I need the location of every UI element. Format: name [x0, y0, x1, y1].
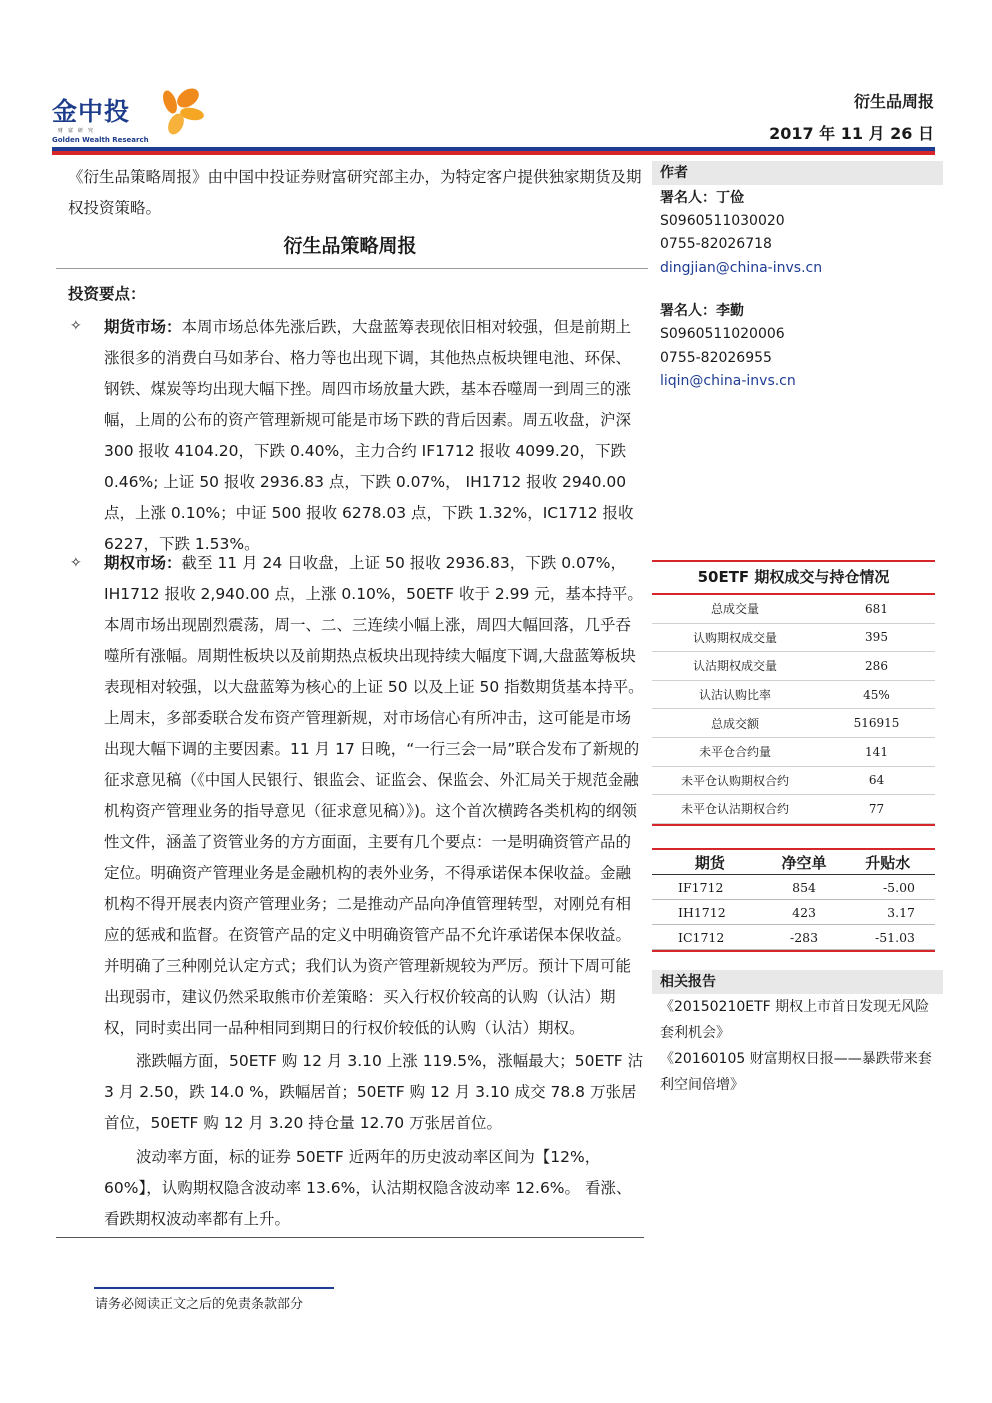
futures-table-body [652, 850, 935, 950]
futures-table [652, 848, 935, 952]
table-row [652, 652, 935, 681]
row-label: 认沽期权成交量 [652, 652, 818, 681]
table-row [652, 737, 935, 766]
logo-text: 金中投 [52, 97, 131, 126]
options-market-text: 截至 11 月 24 日收盘，上证 50 报收 2936.83，下跌 0.07%，IH1712 报收 2,940.00 点，上涨 0.10%，50ETF 收于 2.99 元，基本持平。本周市场出现剧烈震荡，周一、二、三连续小幅上涨，周四大幅回落，几乎吞噬所有涨幅。周期性板块以及前期热点板块出现持续大幅度下调,大盘蓝筹板块表现相对较强，以大盘蓝筹为核心的上证 50 以及上证 50 指数期货基本持平。上周末，多部委联合发布资产管理新规，对市场信心有所冲击，这可能是市场出现大幅下调的主要因素。11 月 17 日晚，“一行三会一局”联合发布了新规的征求意见稿（《中国人民银行、银监会、证监会、保监会、外汇局关于规范金融机构资产管理业务的指导意见（征求意见稿）》)。这个首次横跨各类机构的纲领性文件，涵盖了资管业务的方方面面，主要有几个要点：一是明确资管产品的定位。明确资产管理业务是金融机构的表外业务，不得承诺保本保收益。金融机构不得开展表内资产管理业务；二是推动产品向净值管理转型，对刚兑有相应的惩戒和监督。在资管产品的定义中明确资管产品不允许承诺保本保收益。并明确了三种刚兑认定方式；我们认为资产管理新规较为严厉。预计下周可能出现弱市，建议仍然采取熊市价差策略：买入行权价较高的认购（认沽）期权，同时卖出同一品种相同到期日的行权价较低的认购（认沽）期权。 [104, 554, 644, 1037]
etf-options-table [652, 560, 935, 826]
net-short-cell: 854 [768, 875, 841, 900]
author-cert: S0960511030020 [660, 213, 785, 229]
key-points-heading: 投资要点： [68, 285, 146, 303]
row-value: 681 [818, 595, 935, 623]
column-header: 净空单 [768, 850, 841, 875]
logo-butterfly-icon [150, 80, 210, 140]
options-market-label: 期权市场： [104, 554, 182, 572]
table-row [652, 875, 935, 900]
author-name: 署名人：李勤 [660, 303, 744, 319]
net-short-cell: 423 [768, 900, 841, 925]
row-value: 286 [818, 652, 935, 681]
basis-cell: 3.17 [840, 900, 935, 925]
table-row [652, 766, 935, 795]
futures-market-paragraph [104, 312, 646, 560]
table-row [652, 595, 935, 623]
row-label: 未平仓认沽期权合约 [652, 795, 818, 824]
etf-table-title: 50ETF 期权成交与持仓情况 [652, 562, 935, 595]
authors-heading: 作者 [652, 161, 943, 185]
table-row [652, 925, 935, 950]
row-value: 141 [818, 737, 935, 766]
price-change-paragraph: 涨跌幅方面，50ETF 购 12 月 3.10 上涨 119.5%，涨幅最大；50ETF 沽 3 月 2.50，跌 14.0 %，跌幅居首；50ETF 购 12 月 3.10 成交 78.8 万张居首位，50ETF 购 12 月 3.20 持仓量 12.70 万张居首位。 [104, 1052, 644, 1132]
row-label: 认沽认购比率 [652, 680, 818, 709]
contract-cell: IF1712 [652, 875, 768, 900]
column-header: 期货 [652, 850, 768, 875]
contract-cell: IH1712 [652, 900, 768, 925]
table-bottom-rule [652, 824, 935, 826]
intro-paragraph: 《衍生品策略周报》由中国中投证券财富研究部主办，为特定客户提供独家期货及期权投资策略。 [68, 168, 642, 217]
row-label: 未平仓认购期权合约 [652, 766, 818, 795]
contract-cell: IC1712 [652, 925, 768, 950]
header-rule-red [52, 151, 935, 155]
author-phone: 0755-82026955 [660, 350, 772, 366]
row-label: 未平仓合约量 [652, 737, 818, 766]
diamond-outline-icon: ✧ [70, 555, 82, 571]
logo-english: Golden Wealth Research [52, 136, 149, 144]
table-header-row [652, 850, 935, 875]
options-market-paragraph [104, 548, 646, 1044]
row-value: 64 [818, 766, 935, 795]
row-value: 395 [818, 623, 935, 652]
diamond-outline-icon: ✧ [70, 318, 82, 334]
disclaimer-note: 请务必阅读正文之后的免责条款部分 [95, 1297, 304, 1312]
row-label: 总成交量 [652, 595, 818, 623]
basis-cell: -5.00 [840, 875, 935, 900]
table-bottom-rule [652, 950, 935, 952]
report-date: 2017 年 11 月 26 日 [769, 124, 934, 143]
futures-market-text: 本周市场总体先涨后跌，大盘蓝筹表现依旧相对较强，但是前期上涨很多的消费白马如茅台、格力等也出现下调，其他热点板块锂电池、环保、钢铁、煤炭等均出现大幅下挫。周四市场放量大跌，基本吞噬周一到周三的涨幅，上周的公布的资产管理新规可能是市场下跌的背后因素。周五收盘，沪深 300 报收 4104.20，下跌 0.40%，主力合约 IF1712 报收 4099.20，下跌 0.46%; 上证 50 报收 2936.83 点，下跌 0.07%， IH1712 报收 2940.00 点，上涨 0.10%；中证 500 报收 6278.03 点，下跌 1.32%，IC1712 报收 6227，下跌 1.53%。 [104, 318, 634, 553]
table-row [652, 709, 935, 738]
row-value: 516915 [818, 709, 935, 738]
basis-cell: -51.03 [840, 925, 935, 950]
author-phone: 0755-82026718 [660, 236, 772, 252]
report-type: 衍生品周报 [853, 92, 934, 111]
column-header: 升贴水 [840, 850, 935, 875]
etf-table-body [652, 595, 935, 824]
row-label: 认购期权成交量 [652, 623, 818, 652]
table-row [652, 623, 935, 652]
table-row [652, 795, 935, 824]
title-divider [56, 268, 648, 269]
author-cert: S0960511020006 [660, 326, 785, 342]
volatility-paragraph: 波动率方面，标的证券 50ETF 近两年的历史波动率区间为【12%，60%】，认购期权隐含波动率 13.6%，认沽期权隐含波动率 12.6%。 看涨、看跌期权波动率都有上升。 [104, 1148, 632, 1228]
logo-subtitle: 财富研究 [58, 128, 99, 134]
related-report-link[interactable]: 《20160105 财富期权日报——暴跌带来套利空间倍增》 [660, 1051, 932, 1093]
author-name: 署名人：丁俭 [660, 190, 744, 206]
author-email-link[interactable]: liqin@china-invs.cn [660, 373, 796, 389]
related-reports-heading: 相关报告 [652, 970, 943, 994]
row-value: 45% [818, 680, 935, 709]
futures-market-label: 期货市场： [104, 318, 182, 336]
row-label: 总成交额 [652, 709, 818, 738]
content-bottom-rule [56, 1237, 644, 1238]
row-value: 77 [818, 795, 935, 824]
net-short-cell: -283 [768, 925, 841, 950]
author-email-link[interactable]: dingjian@china-invs.cn [660, 260, 823, 276]
table-row [652, 680, 935, 709]
related-report-link[interactable]: 《20150210ETF 期权上市首日发现无风险套利机会》 [660, 999, 930, 1041]
footer-rule [94, 1287, 334, 1289]
document-title: 衍生品策略周报 [283, 235, 417, 257]
table-row [652, 900, 935, 925]
